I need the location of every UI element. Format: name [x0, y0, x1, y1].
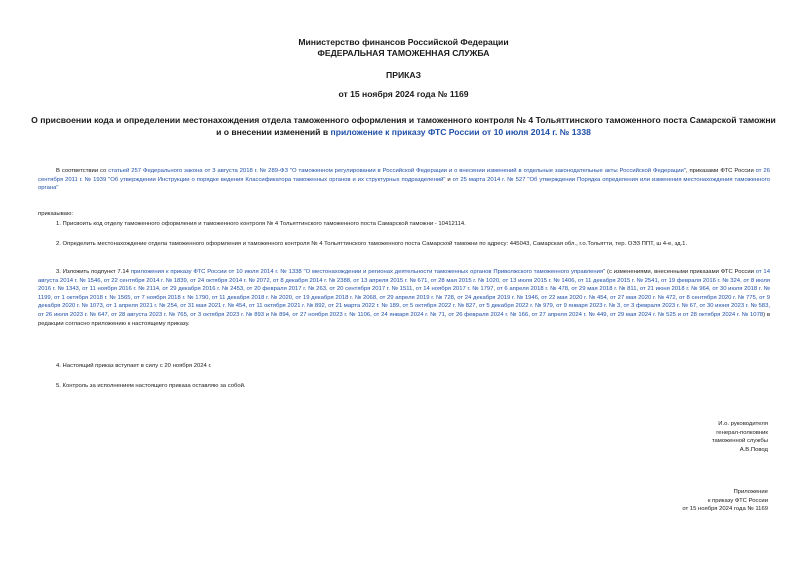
appendix-date-number: от 15 ноября 2024 года № 1169 — [682, 506, 768, 513]
preamble-link-order-1939[interactable]: от 26 сентября 2011 г. № 1939 "Об утверждении Инструкции о порядке ведения Классификатора таможенных органов и их структурных подразделений" — [38, 168, 770, 183]
preamble-link-order-527[interactable]: от 25 марта 2014 г. № 527 "Об утверждении Порядка определения или изменения местонахождения таможенного органа" — [38, 176, 770, 192]
preamble-link-law[interactable]: статьей 257 Федерального закона от 3 августа 2018 г. № 289-ФЗ "О таможенном регулировании в Российской Федерации и о внесении изменений в отдельные законодательные акты Российской Федерации" — [108, 168, 686, 174]
preamble-text-2: , приказами ФТС России — [685, 168, 756, 174]
document-title — [30, 114, 777, 138]
item-1: 1. Присвоить код отделу таможенного оформления и таможенного контроля № 4 Тольяттинского таможенного поста Самарской таможни - 10412114. — [56, 221, 466, 227]
title-link[interactable]: приложение к приказу ФТС России от 10 июля 2014 г. № 1338 — [330, 127, 591, 137]
preamble-text-1: В соответствии со — [56, 168, 109, 174]
document-type: ПРИКАЗ — [386, 70, 421, 80]
preamble — [38, 167, 770, 193]
title-text: О присвоении кода и определении местонахождения отдела таможенного оформления и таможенного контроля № 4 Тольяттинского таможенного поста Самарской таможни и о внесении изменений в — [31, 115, 776, 137]
order-word: приказываю: — [38, 211, 74, 217]
item-3 — [38, 268, 770, 328]
document-date-number: от 15 ноября 2024 года № 1169 — [338, 89, 469, 99]
item-3-amendments-links[interactable]: от 14 августа 2014 г. № 1546, от 22 сентября 2014 г. № 1839, от 24 октября 2014 г. № 2072, от 8 декабря 2014 г. № 2388, от 13 апреля 2015 г. № 671, от 28 мая 2015 г. № 1020, от 13 июля 2015 г. № 1406, от 11 декабря 2015 г. № 2541, от 19 февраля 2016 г. № 324, от 8 июля 2016 г. № 1343, от 11 ноября 2016 г. № 2114, от 29 декабря 2016 г. № 2453, от 20 февраля 2017 г. № 263, от 20 сентября 2017 г. № 1511, от 14 ноября 2017 г. № 1797, от 6 апреля 2018 г. № 478, от 29 мая 2018 г. № 811, от 21 июня 2018 г. № 964, от 30 июля 2018 г. № 1199, от 1 октября 2018 г. № 1565, от 7 ноября 2018 г. № 1790, от 11 декабря 2018 г. № 2020, от 19 декабря 2018 г. № 2068, от 29 апреля 2019 г. № 728, от 24 декабря 2019 г. № 1946, от 22 мая 2020 г. № 454, от 27 мая 2020 г. № 472, от 8 сентября 2020 г. № 775, от 9 декабря 2020 г. № 1073, от 1 апреля 2021 г. № 254, от 31 мая 2021 г. № 454, от 11 октября 2021 г. № 892, от 21 марта 2022 г. № 189, от 5 октября 2022 г. № 827, от 5 декабря 2022 г. № 979, от 9 января 2023 г. № 3, от 3 февраля 2023 г. № 67, от 30 июня 2023 г. № 583, от 26 июля 2023 г. № 647, от 28 августа 2023 г. № 765, от 3 октября 2023 г. № 893 и № 894, от 27 ноября 2023 г. № 1106, от 24 января 2024 г. № 71, от 26 февраля 2024 г. № 166, от 27 апреля 2024 г. № 449, от 29 мая 2024 г. № 525 и от 28 октября 2024 г. № 1078 — [38, 269, 770, 318]
item-3-text-b: (с изменениями, внесенными приказами ФТС России — [605, 269, 756, 275]
appendix-title: Приложение — [733, 489, 768, 495]
appendix-ref: к приказу ФТС России — [707, 497, 768, 504]
signature-rank: генерал-полковник — [716, 429, 768, 436]
item-3-text-c: ) в редакции согласно приложению к настоящему приказу. — [38, 311, 770, 327]
item-2: 2. Определить местонахождение отдела таможенного оформления и таможенного контроля № 4 Тольяттинского таможенного поста Самарской таможни по адресу: 445043, Самарская обл., г.о.Тольятти, тер. ОЭЗ ППТ, ш 4-е, зд.1. — [56, 241, 688, 247]
appendix-block — [560, 488, 768, 514]
ministry-name: Министерство финансов Российской Федерации — [298, 37, 509, 47]
service-name: ФЕДЕРАЛЬНАЯ ТАМОЖЕННАЯ СЛУЖБА — [317, 48, 490, 58]
preamble-text-3: и — [445, 176, 453, 183]
item-3-link-order-1338[interactable]: приложения к приказу ФТС России от 10 июля 2014 г. № 1338 "О местонахождении и регионах деятельности таможенных органов Приволжского таможенного управления" — [130, 269, 606, 275]
signature-block — [560, 420, 768, 454]
signature-service: таможенной службы — [711, 438, 768, 445]
item-3-text-a: 3. Изложить подпункт 7.14 — [56, 269, 131, 275]
item-4: 4. Настоящий приказ вступает в силу с 20 ноября 2024 г. — [56, 363, 212, 369]
item-5: 5. Контроль за исполнением настоящего приказа оставляю за собой. — [56, 383, 246, 389]
signature-position: И.о. руководителя — [718, 421, 768, 427]
signature-name: А.В.Повод — [739, 446, 768, 453]
